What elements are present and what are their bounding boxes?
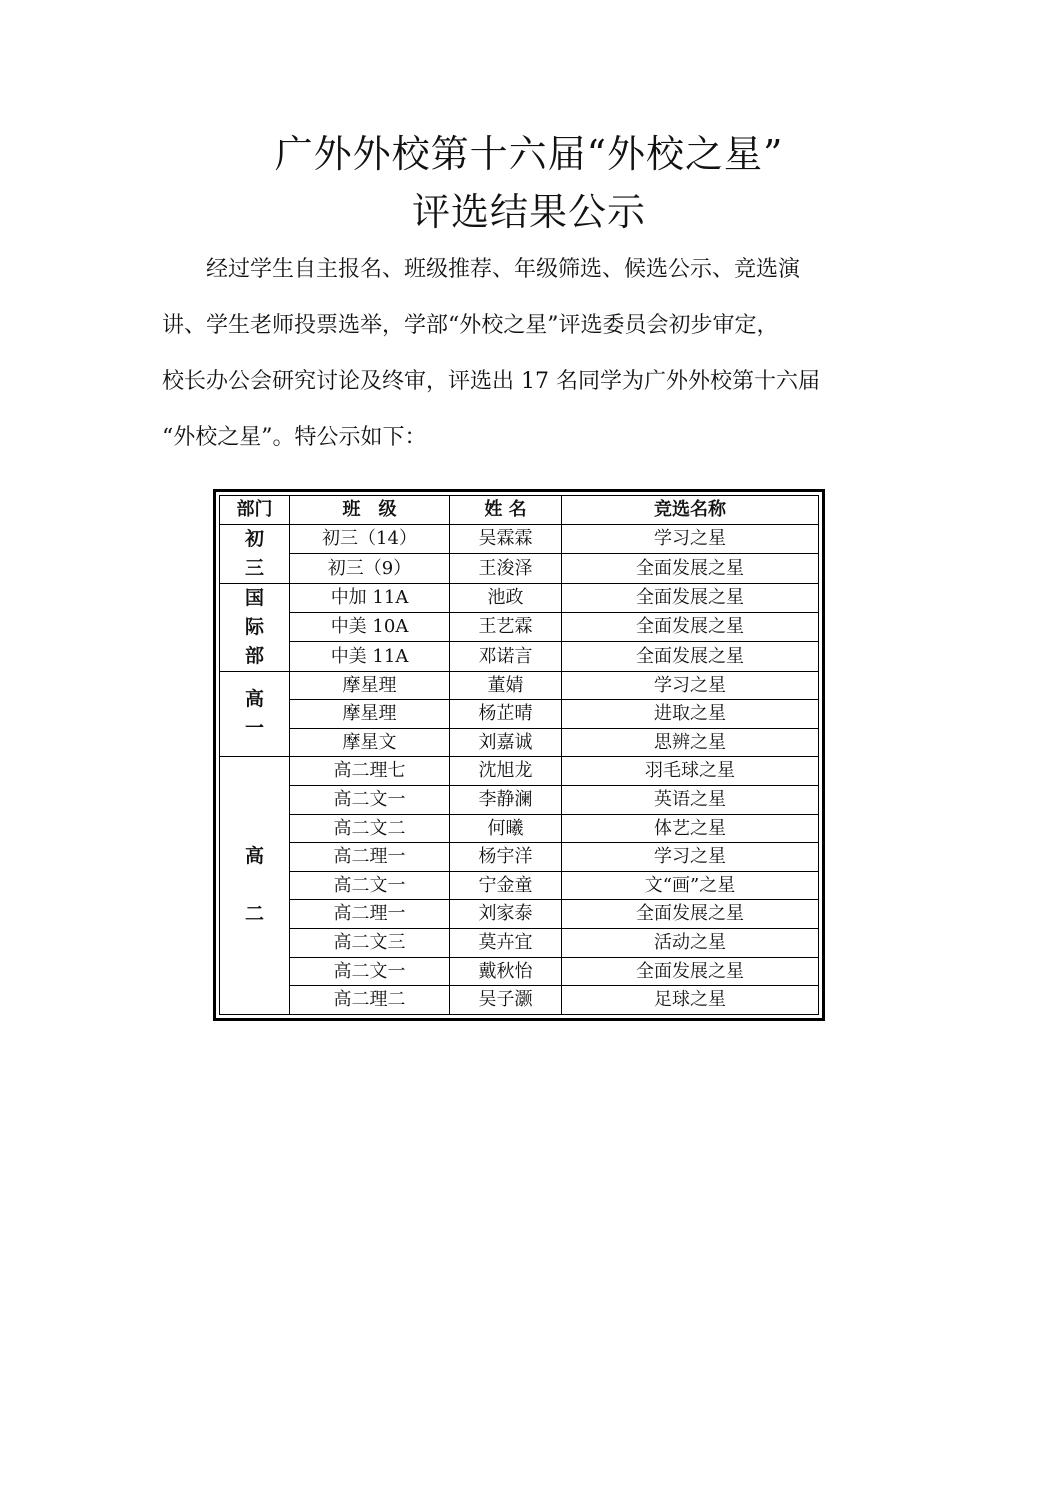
- table-cell-award: 思辨之星: [562, 728, 819, 757]
- page-title-line-2: 评选结果公示: [411, 190, 646, 234]
- table-cell-class: 高二文一: [290, 871, 450, 900]
- table-cell-class: 高二文三: [290, 928, 450, 957]
- table-cell-name: 邓诺言: [450, 642, 562, 671]
- table-cell-name: 王艺霖: [450, 612, 562, 641]
- department-char: 部: [244, 644, 264, 667]
- table-cell-award: 学习之星: [562, 671, 819, 700]
- department-char: 高: [244, 845, 264, 868]
- table-row: [220, 554, 819, 584]
- table-row: [220, 700, 819, 729]
- page-title-line-1: 广外外校第十六届“外校之星”: [274, 132, 784, 176]
- results-table-frame: [213, 489, 825, 1021]
- table-header-row: [220, 496, 819, 525]
- table-cell-class: 高二文一: [290, 957, 450, 986]
- table-cell-class: 高二理二: [290, 986, 450, 1015]
- table-cell-class: 中加 11A: [290, 583, 450, 612]
- department-char: 际: [244, 615, 264, 638]
- table-row: [220, 642, 819, 671]
- header-name: 姓 名: [450, 496, 562, 525]
- department-char: 国: [244, 586, 264, 609]
- table-cell-name: 沈旭龙: [450, 757, 562, 786]
- table-row: [220, 986, 819, 1015]
- table-cell-award: 全面发展之星: [562, 554, 819, 584]
- table-cell-award: 英语之星: [562, 785, 819, 814]
- table-cell-award: 全面发展之星: [562, 900, 819, 929]
- intro-paragraph: [162, 242, 902, 466]
- table-cell-class: 高二理一: [290, 843, 450, 872]
- table-cell-class: 高二文一: [290, 785, 450, 814]
- table-body: [220, 524, 819, 1014]
- table-cell-award: 羽毛球之星: [562, 757, 819, 786]
- table-cell-award: 全面发展之星: [562, 957, 819, 986]
- department-char: 二: [244, 903, 264, 926]
- table-row: [220, 757, 819, 786]
- table-cell-class: 中美 10A: [290, 612, 450, 641]
- header-class: 班 级: [290, 496, 450, 525]
- table-cell-award: 进取之星: [562, 700, 819, 729]
- table-cell-class: 摩星文: [290, 728, 450, 757]
- table-row: [220, 583, 819, 612]
- table-cell-name: 宁金童: [450, 871, 562, 900]
- table-cell-award: 学习之星: [562, 524, 819, 554]
- department-char: 三: [244, 556, 264, 579]
- intro-line: “外校之星”。特公示如下：: [162, 425, 427, 450]
- table-cell-name: 杨宇洋: [450, 843, 562, 872]
- table-cell-name: 李静澜: [450, 785, 562, 814]
- table-cell-class: 摩星理: [290, 700, 450, 729]
- table-cell-name: 刘家泰: [450, 900, 562, 929]
- table-row: [220, 871, 819, 900]
- table-cell-award: 足球之星: [562, 986, 819, 1015]
- table-row: [220, 785, 819, 814]
- table-cell-department: [220, 524, 290, 583]
- table-cell-name: 吴霖霖: [450, 524, 562, 554]
- table-cell-award: 体艺之星: [562, 814, 819, 843]
- table-cell-award: 全面发展之星: [562, 642, 819, 671]
- table-row: [220, 957, 819, 986]
- table-cell-name: 王浚泽: [450, 554, 562, 584]
- table-cell-department: [220, 583, 290, 671]
- department-char: 初: [244, 527, 264, 550]
- table-cell-class: 初三（14）: [290, 524, 450, 554]
- table-cell-award: 学习之星: [562, 843, 819, 872]
- table-row: [220, 524, 819, 554]
- table-row: [220, 814, 819, 843]
- table-row: [220, 671, 819, 700]
- table-cell-class: 中美 11A: [290, 642, 450, 671]
- table-row: [220, 900, 819, 929]
- table-cell-award: 活动之星: [562, 928, 819, 957]
- table-cell-name: 董婧: [450, 671, 562, 700]
- table-cell-name: 杨芷晴: [450, 700, 562, 729]
- table-cell-class: 高二理一: [290, 900, 450, 929]
- table-cell-name: 戴秋怡: [450, 957, 562, 986]
- table-cell-class: 摩星理: [290, 671, 450, 700]
- department-char: [220, 871, 289, 900]
- results-table: [219, 495, 819, 1015]
- table-cell-name: 何曦: [450, 814, 562, 843]
- intro-line: 经过学生自主报名、班级推荐、年级筛选、候选公示、竞选演: [206, 257, 801, 282]
- table-cell-award: 全面发展之星: [562, 583, 819, 612]
- table-cell-department: [220, 757, 290, 1014]
- table-row: [220, 728, 819, 757]
- table-cell-name: 莫卉宜: [450, 928, 562, 957]
- header-department: 部门: [220, 496, 290, 525]
- table-cell-name: 池政: [450, 583, 562, 612]
- table-cell-award: 全面发展之星: [562, 612, 819, 641]
- department-char: 一: [244, 716, 264, 739]
- table-row: [220, 612, 819, 641]
- table-cell-class: 高二文二: [290, 814, 450, 843]
- department-char: 高: [244, 687, 264, 710]
- intro-line: 校长办公会研究讨论及终审，评选出 17 名同学为广外外校第十六届: [162, 369, 820, 394]
- table-cell-award: 文“画”之星: [562, 871, 819, 900]
- intro-line: 讲、学生老师投票选举，学部“外校之星”评选委员会初步审定，: [162, 313, 779, 338]
- table-cell-class: 高二理七: [290, 757, 450, 786]
- table-cell-name: 刘嘉诚: [450, 728, 562, 757]
- table-row: [220, 928, 819, 957]
- table-cell-name: 吴子灏: [450, 986, 562, 1015]
- table-cell-class: 初三（9）: [290, 554, 450, 584]
- table-cell-department: [220, 671, 290, 757]
- table-row: [220, 843, 819, 872]
- header-award: 竞选名称: [562, 496, 819, 525]
